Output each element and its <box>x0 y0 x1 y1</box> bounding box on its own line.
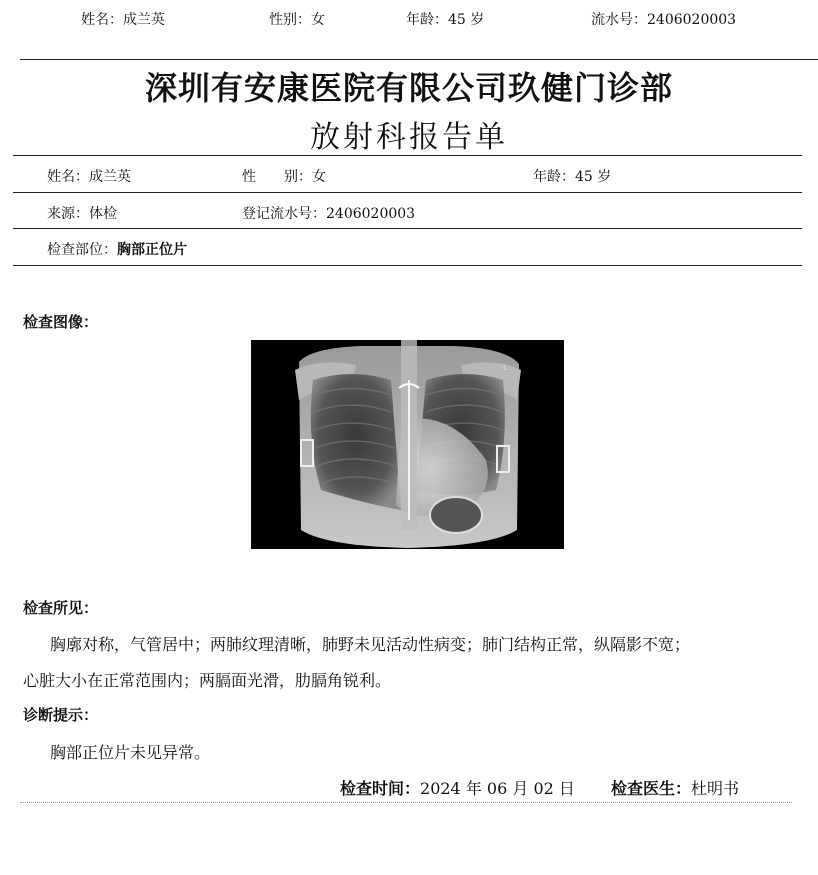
exam-doctor-label: 检查医生： <box>611 779 692 798</box>
info-table-bottom-rule <box>13 265 802 266</box>
patient-age <box>533 166 611 186</box>
exam-source-label: 来源： <box>47 206 89 222</box>
patient-sex-label: 性 别： <box>242 169 312 185</box>
exam-part-label: 检查部位： <box>47 242 117 258</box>
patient-name <box>47 166 131 186</box>
registration-serial <box>242 203 415 223</box>
findings-heading: 检查所见： <box>23 599 99 617</box>
exam-source <box>47 203 117 223</box>
patient-age-label: 年龄： <box>533 169 575 185</box>
patient-age-value: 45 岁 <box>575 169 612 185</box>
registration-serial-label: 登记流水号： <box>242 206 326 222</box>
info-table-top-rule <box>13 155 802 156</box>
image-marker-label: L <box>503 363 508 372</box>
chest-xray-image <box>251 340 564 549</box>
top-divider <box>20 59 818 60</box>
exam-source-value: 体检 <box>89 206 117 222</box>
top-name: 姓名：成兰英 <box>81 12 165 28</box>
chest-xray-graphic <box>251 340 564 549</box>
diagnosis-text: 胸部正位片未见异常。 <box>50 743 211 762</box>
exam-part-value: 胸部正位片 <box>117 242 187 258</box>
registration-serial-value: 2406020003 <box>326 206 416 222</box>
patient-name-label: 姓名： <box>47 169 89 185</box>
exam-images-heading: 检查图像： <box>23 313 99 331</box>
exam-part <box>47 239 187 259</box>
report-title: 放射科报告单 <box>310 120 508 155</box>
patient-name-value: 成兰英 <box>89 169 131 185</box>
info-row-divider-1 <box>13 192 802 193</box>
diagnosis-heading: 诊断提示： <box>23 706 99 724</box>
footer-dotted-divider <box>20 802 792 803</box>
patient-sex <box>242 166 326 186</box>
exam-time <box>340 776 575 799</box>
top-serial: 流水号：2406020003 <box>591 12 737 28</box>
exam-doctor <box>611 776 739 799</box>
hospital-name: 深圳有安康医院有限公司玖健门诊部 <box>144 69 673 107</box>
info-row-divider-2 <box>13 228 802 229</box>
top-age: 年龄：45 岁 <box>406 12 485 28</box>
exam-time-label: 检查时间： <box>340 779 421 798</box>
exam-doctor-value: 杜明书 <box>691 779 740 798</box>
exam-time-value: 2024 年 06 月 02 日 <box>420 779 575 798</box>
top-sex: 性别：女 <box>269 12 325 28</box>
findings-text-line-1: 胸廓对称，气管居中；两肺纹理清晰，肺野未见活动性病变；肺门结构正常，纵隔影不宽； <box>50 635 691 654</box>
findings-text-line-2: 心脏大小在正常范围内；两膈面光滑，肋膈角锐利。 <box>23 671 392 690</box>
patient-sex-value: 女 <box>312 169 326 185</box>
